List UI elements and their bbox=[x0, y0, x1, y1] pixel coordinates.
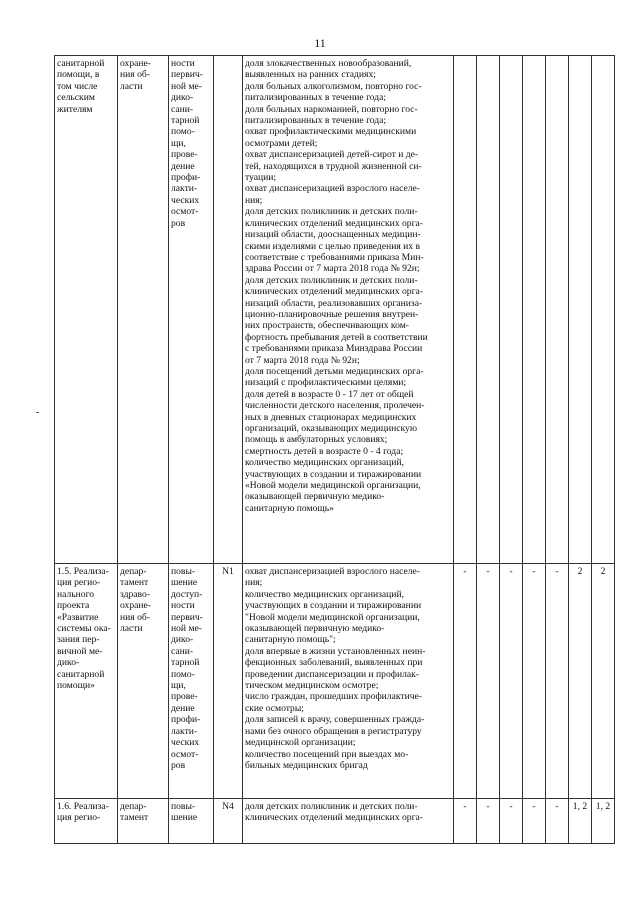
year-cell: - bbox=[523, 799, 546, 844]
year-cell bbox=[523, 56, 546, 564]
expected-result-cell: ности первич- ной ме- дико- сани- тарной помо- щи, прове- дение профи- лакти- ческих осмот- ров bbox=[169, 56, 214, 564]
executor-cell: депар- тамент bbox=[118, 799, 169, 844]
year-cell: 1, 2 bbox=[592, 799, 615, 844]
indicators-cell: доля злокачественных новообразований, выявленных на ранних стадиях; доля больных алкоголизмом, повторно гос- питализированных в течение года; доля больных наркоманией, повторно гос- питализированных в течение года; охват профилактическими медицинскими осмотрами детей; охват диспансеризацией детей-сирот и де- тей, находящихся в трудной жизненной си- туации; охват диспансеризацией взрослого населе- ния; доля детских поликлиник и детских поли- клинических отделений медицинских орга- низаций области, дооснащенных медицин- скими изделиями с целью приведения их в соответствие с требованиями приказа Мин- здрава России от 7 марта 2018 года № 92н; доля детских поликлиник и детских поли- клинических отделений медицинских орга- низаций области, реализовавших организа- ционно-планировочные решения внутрен- них пространств, обеспечивающих ком- фортность пребывания детей в соответствии с требованиями приказа Минздрава России от 7 марта 2018 года № 92н; доля посещений детьми медицинских орга- низаций с профилактическими целями; доля детей в возрасте 0 - 17 лет от общей численности детского населения, пролечен- ных в дневных стационарах медицинских организаций, оказывающих медицинскую помощь в амбулаторных условиях; смертность детей в возрасте 0 - 4 года; количество медицинских организаций, участвующих в создании и тиражировании «Новой модели медицинской организации, оказывающей первичную медико- санитарную помощь» bbox=[243, 56, 454, 564]
year-cell bbox=[569, 56, 592, 564]
scan-mark bbox=[36, 412, 39, 413]
year-cell bbox=[546, 56, 569, 564]
year-cell: - bbox=[500, 799, 523, 844]
expected-result-cell: повы- шение bbox=[169, 799, 214, 844]
page-number: 11 bbox=[314, 36, 326, 50]
event-name-cell: 1.5. Реализа- ция регио- нального проекта «Развитие системы ока- зания пер- вичной ме- дико- санитарной помощи» bbox=[55, 564, 118, 799]
code-cell: N4 bbox=[214, 799, 243, 844]
year-cell bbox=[592, 56, 615, 564]
indicators-cell: охват диспансеризацией взрослого населе- ния; количество медицинских организаций, участвующих в создании и тиражировании "Новой модели медицинской организации, оказывающей первичную медико- санитарную помощь"; доля впервые в жизни установленных неин- фекционных заболеваний, выявленных при проведении диспансеризации и профилак- тическом медицинском осмотре; число граждан, прошедших профилактиче- ские осмотры; доля записей к врачу, совершенных гражда- нами без очного обращения в регистратуру медицинской организации; количество посещений при выездах мо- бильных медицинских бригад bbox=[243, 564, 454, 799]
year-cell: 1, 2 bbox=[569, 799, 592, 844]
year-cell: - bbox=[454, 799, 477, 844]
year-cell bbox=[477, 56, 500, 564]
year-cell bbox=[454, 56, 477, 564]
year-cell: - bbox=[477, 564, 500, 799]
year-cell bbox=[500, 56, 523, 564]
table-row bbox=[55, 56, 615, 564]
code-cell bbox=[214, 56, 243, 564]
expected-result-cell: повы- шение доступ- ности первич- ной ме- дико- сани- тарной помо- щи, прове- дение профи- лакти- ческих осмот- ров bbox=[169, 564, 214, 799]
indicators-cell: доля детских поликлиник и детских поли- клинических отделений медицинских орга- bbox=[243, 799, 454, 844]
table-row bbox=[55, 799, 615, 844]
year-cell: - bbox=[454, 564, 477, 799]
year-cell: - bbox=[546, 564, 569, 799]
event-name-cell: санитарной помощи, в том числе сельским жителям bbox=[55, 56, 118, 564]
code-cell: N1 bbox=[214, 564, 243, 799]
year-cell: - bbox=[546, 799, 569, 844]
executor-cell: охране- ния об- ласти bbox=[118, 56, 169, 564]
table-row bbox=[55, 564, 615, 799]
year-cell: - bbox=[523, 564, 546, 799]
program-table bbox=[54, 55, 615, 844]
year-cell: - bbox=[477, 799, 500, 844]
year-cell: - bbox=[500, 564, 523, 799]
year-cell: 2 bbox=[592, 564, 615, 799]
year-cell: 2 bbox=[569, 564, 592, 799]
event-name-cell: 1.6. Реализа- ция регио- bbox=[55, 799, 118, 844]
executor-cell: депар- тамент здраво- охране- ния об- ласти bbox=[118, 564, 169, 799]
